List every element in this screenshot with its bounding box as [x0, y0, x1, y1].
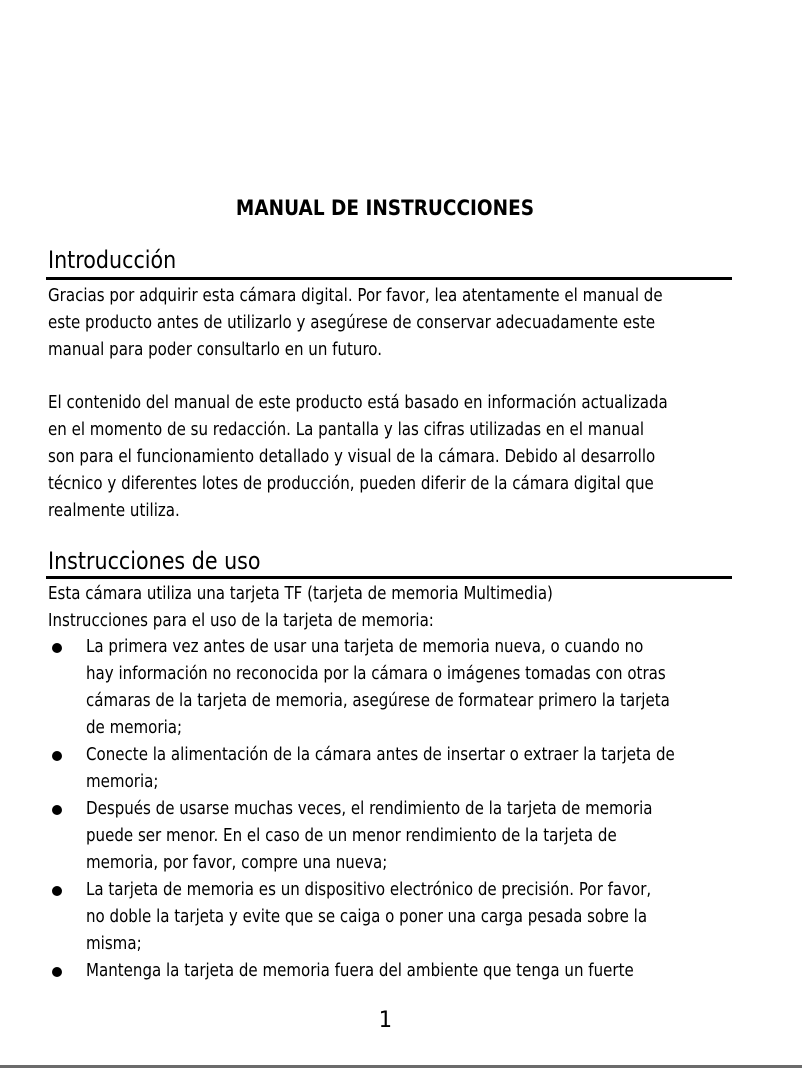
text-line: Conecte la alimentación de la cámara antes de insertar o extraer la tarjeta de [86, 745, 675, 765]
text-line: Gracias por adquirir esta cámara digital. Por favor, lea atentamente el manual de [48, 286, 663, 306]
memory-card-instructions-list [0, 634, 802, 985]
text-line: puede ser menor. En el caso de un menor rendimiento de la tarjeta de [86, 826, 617, 846]
intro-paragraph-2 [48, 390, 668, 525]
text-line: Mantenga la tarjeta de memoria fuera del ambiente que tenga un fuerte [86, 961, 634, 981]
bullet-icon [52, 643, 62, 653]
list-item [0, 877, 802, 958]
bullet-icon [52, 751, 62, 761]
text-line: Esta cámara utiliza una tarjeta TF (tarjeta de memoria Multimedia) [48, 584, 553, 604]
text-line: memoria, por favor, compre una nueva; [86, 853, 388, 873]
list-item [0, 796, 802, 877]
bullet-icon [52, 805, 62, 815]
text-line: manual para poder consultarlo en un futuro. [48, 340, 383, 360]
text-line: técnico y diferentes lotes de producción, pueden diferir de la cámara digital que [48, 474, 654, 494]
section-heading-instrucciones-de-uso: Instrucciones de uso [48, 547, 261, 575]
section-heading-introduccion: Introducción [48, 246, 177, 274]
text-line: este producto antes de utilizarlo y asegúrese de conservar adecuadamente este [48, 313, 656, 333]
text-line: memoria; [86, 772, 159, 792]
text-line: Después de usarse muchas veces, el rendimiento de la tarjeta de memoria [86, 799, 653, 819]
text-line: El contenido del manual de este producto está basado en información actualizada [48, 393, 668, 413]
list-item [0, 634, 802, 742]
text-line: misma; [86, 934, 142, 954]
text-line: de memoria; [86, 718, 183, 738]
section-divider [46, 576, 732, 579]
text-line: La primera vez antes de usar una tarjeta de memoria nueva, o cuando no [86, 637, 644, 657]
intro-paragraph-1 [48, 283, 663, 364]
section-divider [46, 277, 732, 280]
text-line: La tarjeta de memoria es un dispositivo electrónico de precisión. Por favor, [86, 880, 652, 900]
page-number: 1 [378, 1008, 392, 1033]
text-line: cámaras de la tarjeta de memoria, asegúrese de formatear primero la tarjeta [86, 691, 670, 711]
bullet-icon [52, 886, 62, 896]
document-title: MANUAL DE INSTRUCCIONES [235, 196, 535, 220]
list-item [0, 742, 802, 796]
text-line: Instrucciones para el uso de la tarjeta de memoria: [48, 611, 434, 631]
bullet-icon [52, 967, 62, 977]
text-line: no doble la tarjeta y evite que se caiga o poner una carga pesada sobre la [86, 907, 648, 927]
text-line: realmente utiliza. [48, 501, 180, 521]
text-line: en el momento de su redacción. La pantalla y las cifras utilizadas en el manual [48, 420, 645, 440]
text-line: hay información no reconocida por la cámara o imágenes tomadas con otras [86, 664, 666, 684]
text-line: son para el funcionamiento detallado y visual de la cámara. Debido al desarrollo [48, 447, 656, 467]
list-item [0, 958, 802, 985]
usage-intro [48, 581, 553, 635]
